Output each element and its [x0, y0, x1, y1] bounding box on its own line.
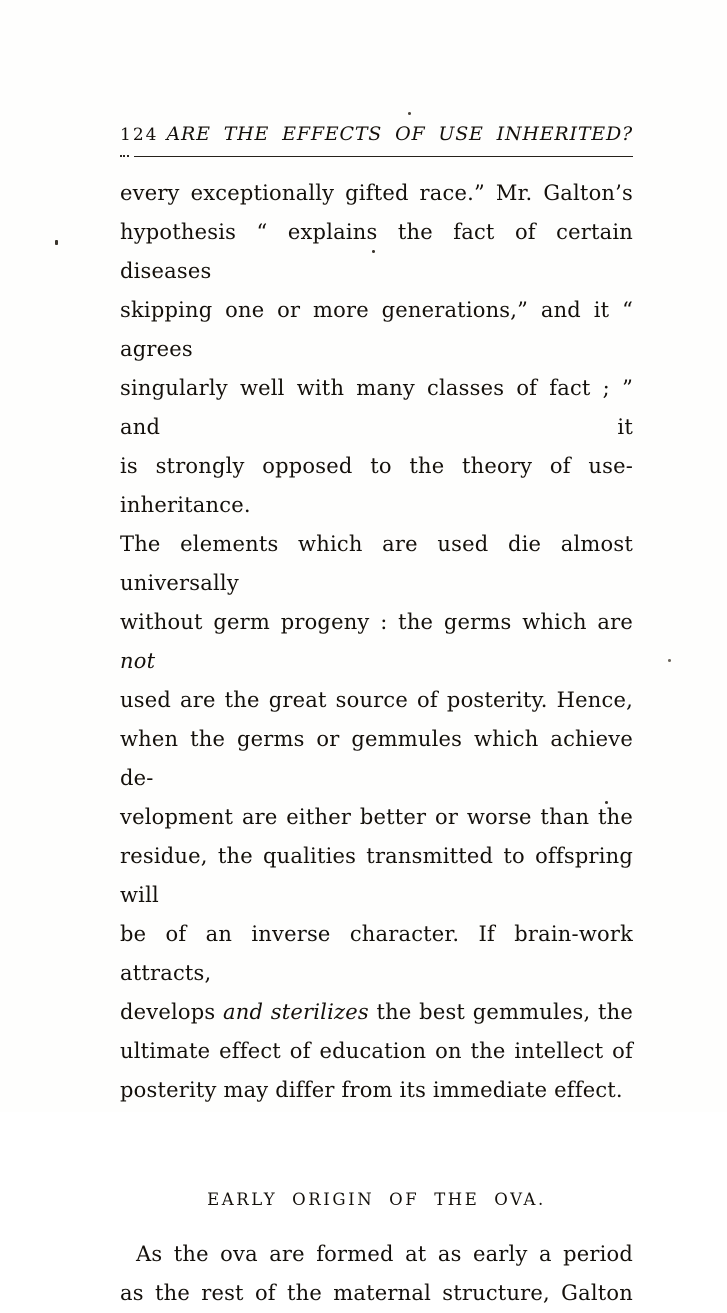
running-title	[166, 122, 633, 146]
text-line	[120, 213, 633, 291]
text-segment: used are the great source of posterity. Hence,	[120, 688, 633, 712]
scan-speck	[668, 659, 671, 662]
text-segment: be of an inverse character. If brain-work attracts,	[120, 922, 633, 985]
section-heading: EARLY ORIGIN OF THE OVA.	[207, 1190, 546, 1209]
running-title-word: THE	[223, 123, 270, 145]
text-segment: when the germs or gemmules which achieve de-	[120, 727, 633, 790]
text-segment: The elements which are used die almost universally	[120, 532, 633, 595]
text-line	[120, 681, 633, 720]
text-line	[120, 174, 633, 213]
scan-speck	[55, 240, 58, 245]
text-segment: posterity may differ from its immediate effect.	[120, 1078, 623, 1102]
text-line	[120, 369, 633, 447]
text-segment: the best gemmules, the	[368, 1000, 633, 1024]
scan-speck	[408, 112, 411, 115]
text-segment: as the rest of the maternal structure, Galton	[120, 1281, 633, 1305]
page-number: 124	[120, 125, 159, 145]
text-line	[120, 1235, 633, 1274]
text-line	[120, 525, 633, 603]
text-line	[120, 603, 633, 681]
text-segment: ultimate effect of education on the intellect of	[120, 1039, 633, 1063]
header-rule	[120, 155, 633, 157]
text-segment: develops	[120, 1000, 224, 1024]
body-text	[120, 174, 633, 1313]
paragraph	[120, 1235, 633, 1313]
rule-line	[134, 156, 633, 157]
text-segment: hypothesis “ explains the fact of certain diseases	[120, 220, 633, 283]
text-line	[120, 1032, 633, 1071]
text-line	[120, 1071, 633, 1110]
text-line	[120, 720, 633, 798]
text-segment: is strongly opposed to the theory of use-inheritance.	[120, 454, 633, 517]
scan-speck	[372, 250, 375, 253]
running-header	[120, 122, 633, 147]
italic-text: and sterilizes	[223, 1000, 369, 1024]
text-line	[120, 915, 633, 993]
text-line	[120, 1274, 633, 1313]
text-line	[120, 993, 633, 1032]
text-segment: every exceptionally gifted race.” Mr. Galton’s	[120, 181, 633, 205]
text-line	[120, 447, 633, 525]
page-content	[120, 122, 633, 1313]
text-line	[120, 291, 633, 369]
text-segment: skipping one or more generations,” and it “ agrees	[120, 298, 633, 361]
text-segment: singularly well with many classes of fact ; ” and it	[120, 376, 633, 439]
text-line	[120, 798, 633, 837]
italic-text: not	[120, 649, 156, 673]
rule-dash	[120, 155, 129, 157]
text-segment: velopment are either better or worse than the	[120, 805, 633, 829]
running-title-word: INHERITED?	[496, 123, 633, 145]
text-segment: without germ progeny : the germs which are	[120, 610, 633, 634]
running-title-word: OF	[395, 123, 426, 145]
text-segment: As the ova are formed at as early a period	[136, 1242, 633, 1266]
text-segment: residue, the qualities transmitted to offspring will	[120, 844, 633, 907]
running-title-word: USE	[438, 123, 484, 145]
text-line	[120, 837, 633, 915]
scan-speck	[605, 801, 608, 804]
running-title-word: EFFECTS	[282, 123, 383, 145]
paragraph	[120, 174, 633, 1110]
running-title-word: ARE	[166, 123, 211, 145]
